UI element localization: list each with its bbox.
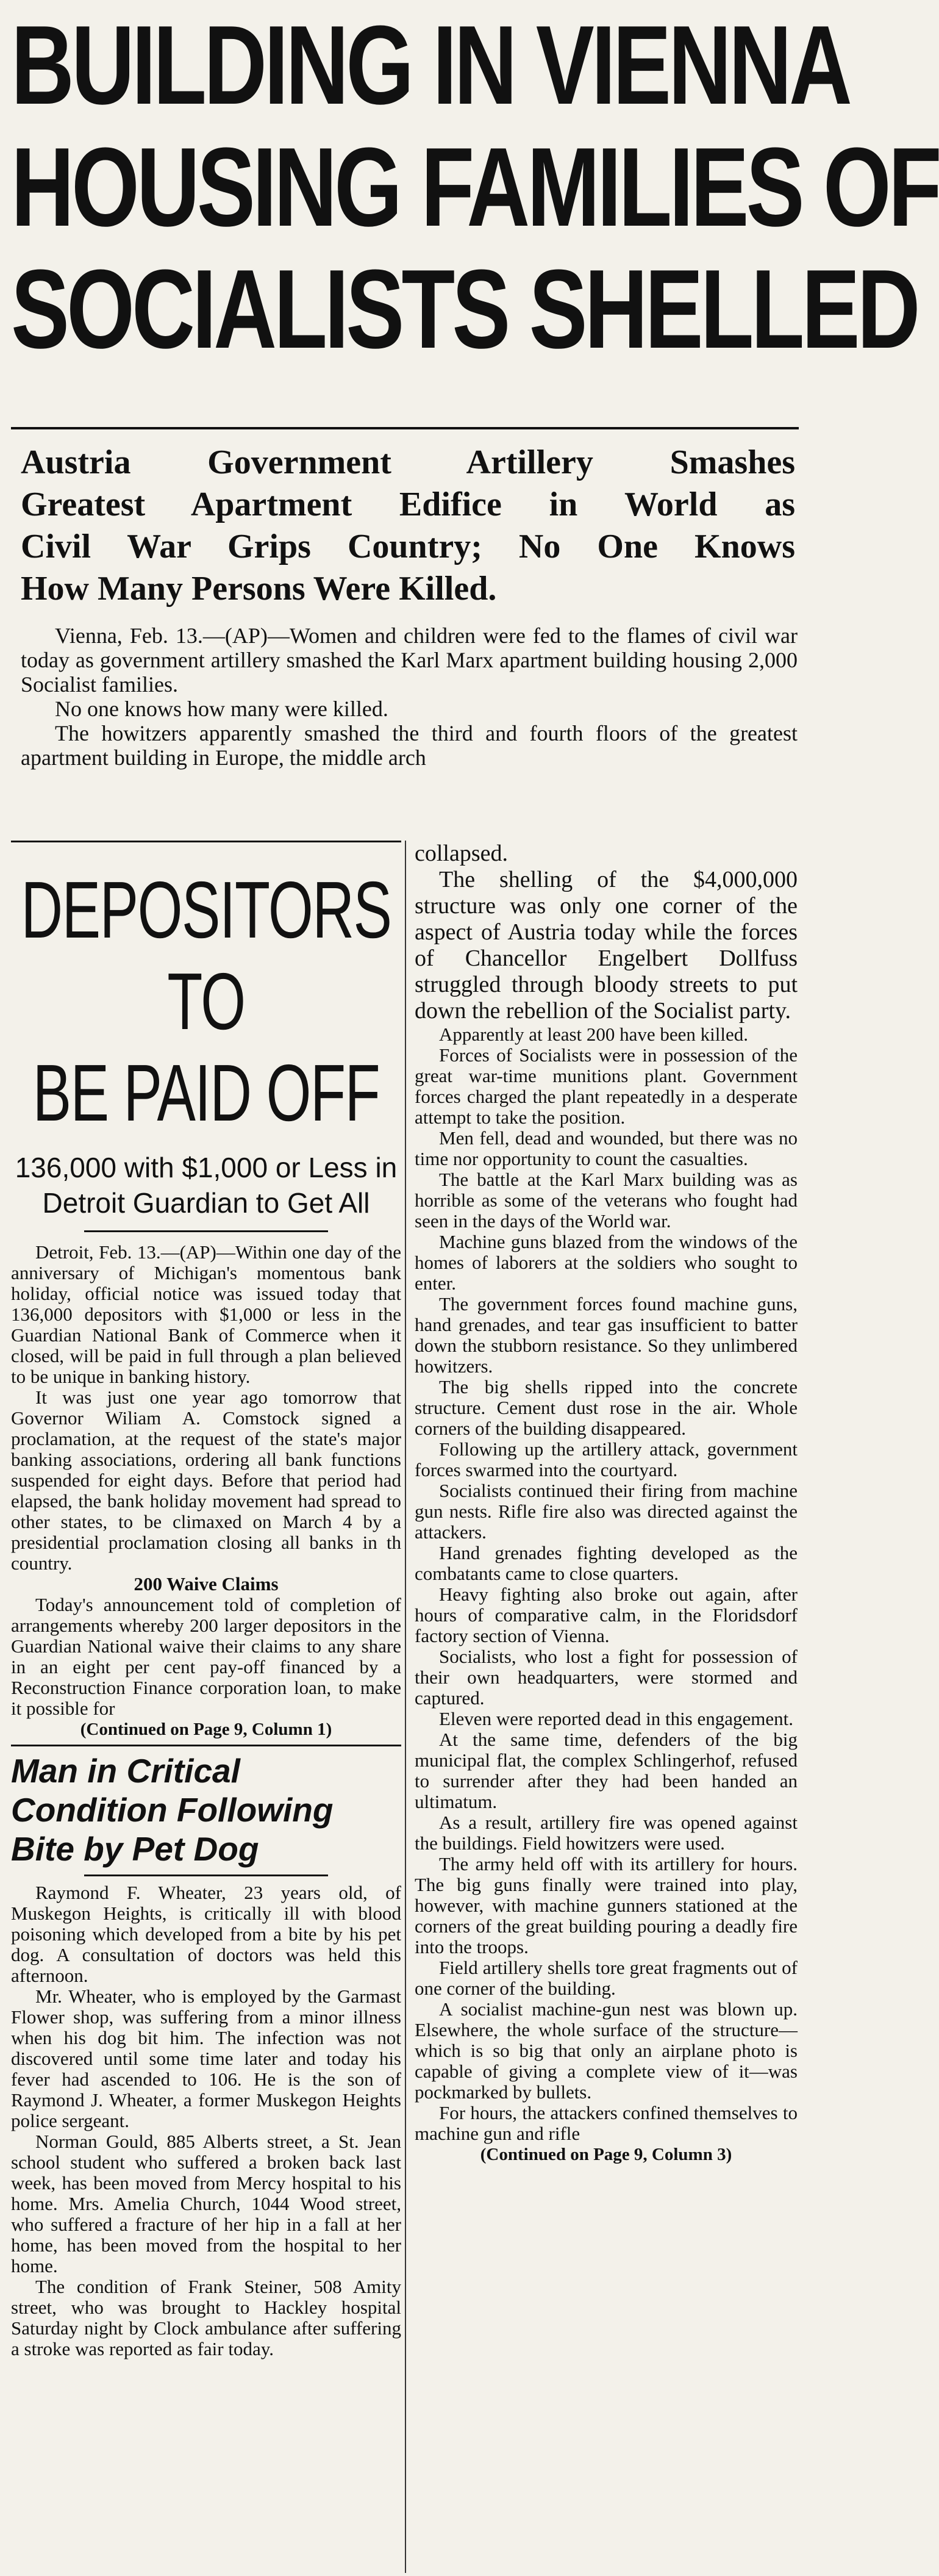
paragraph: The howitzers apparently smashed the third and fourth floors of the greatest apartment building in Europe, the middle arch <box>21 721 798 770</box>
crosshead: 200 Waive Claims <box>134 1573 279 1595</box>
deck-line: How Many Persons Were Killed. <box>21 570 497 608</box>
paragraph: Field artillery shells tore great fragments out of one corner of the building. <box>415 1957 798 1999</box>
paragraph: collapsed. <box>415 841 509 866</box>
paragraph: The government forces found machine guns, hand grenades, and tear gas insufficient to batter down the stubborn resistance. So they unlimbered howitzers. <box>415 1293 798 1377</box>
paragraph: For hours, the attackers confined themselves to machine gun and rifle <box>415 2102 798 2144</box>
paragraph: Apparently at least 200 have been killed. <box>439 1024 749 1045</box>
paragraph: The shelling of the $4,000,000 structure was only one corner of the aspect of Austria today while the forces of Chancellor Engelbert Dollfuss struggled through bloody streets to put down the rebellion of the Socialist party. <box>415 867 798 1024</box>
deck-subheadline <box>21 442 795 610</box>
deck-line: Civil War Grips Country; No One Knows <box>21 528 795 565</box>
pet-dog-headline: Man in Critical Condition Following Bite by Pet Dog <box>11 1752 334 1868</box>
paragraph: The army held off with its artillery for hours. The big guns finally were trained into play, however, with machine gunners stationed at the corners of the great building pouring a deadly fire into the troops. <box>415 1853 798 1957</box>
paragraph: Vienna, Feb. 13.—(AP)—Women and children were fed to the flames of civil war today as government artillery smashed the Karl Marx apartment building housing 2,000 Socialist families. <box>21 623 798 697</box>
divider-rule <box>11 841 401 842</box>
continued-line: (Continued on Page 9, Column 3) <box>480 2145 732 2164</box>
paragraph: Eleven were reported dead in this engagement. <box>439 1708 794 1729</box>
headline-line: SOCIALISTS SHELLED <box>11 246 918 371</box>
paragraph: Socialists, who lost a fight for possession of their own headquarters, were stormed and captured. <box>415 1646 798 1709</box>
deck-line: Greatest Apartment Edifice in World as <box>21 486 795 523</box>
headline-line: BE PAID OFF <box>32 1048 380 1138</box>
main-headline <box>11 2 939 371</box>
depositors-headline <box>21 864 391 1139</box>
paragraph: The big shells ripped into the concrete structure. Cement dust rose in the air. Whole corners of the building disappeared. <box>415 1376 798 1439</box>
paragraph: Machine guns blazed from the windows of the homes of laborers at the soldiers who sought to enter. <box>415 1231 798 1294</box>
paragraph: The battle at the Karl Marx building was as horrible as some of the veterans who fought had seen in the days of the World war. <box>415 1169 798 1232</box>
paragraph: It was just one year ago tomorrow that Governor Wiliam A. Comstock signed a proclamation, at the request of the state's major banking associations, ordering all bank functions suspended for eight days. Before that period had elapsed, the bank holiday movement had spread to other states, to be climaxed on March 4 by a presidential proclamation closing all banks in th country. <box>11 1387 401 1574</box>
pet-dog-article <box>11 1882 401 2359</box>
paragraph: Today's announcement told of completion of arrangements whereby 200 larger depositors in the Guardian National waive their claims to any share in an eight per cent pay-off financed by a Reconstruction Finance corporation loan, to make it possible for <box>11 1594 401 1719</box>
headline-line: HOUSING FAMILIES OF <box>11 124 939 249</box>
vienna-continuation-intro <box>415 841 798 1024</box>
vienna-continuation <box>415 1024 798 2165</box>
paragraph: Socialists continued their firing from machine gun nests. Rifle fire also was directed against the attackers. <box>415 1480 798 1543</box>
paragraph: A socialist machine-gun nest was blown up. Elsewhere, the whole surface of the structure—which is so big that only an airplane photo is capable of giving a complete view of it—was pockmarked by bullets. <box>415 1998 798 2103</box>
paragraph: No one knows how many were killed. <box>55 697 388 721</box>
right-column <box>415 841 798 2165</box>
depositors-article <box>11 1242 401 1740</box>
paragraph: As a result, artillery fire was opened against the buildings. Field howitzers were used. <box>415 1812 798 1854</box>
deck-line: Austria Government Artillery Smashes <box>21 443 795 481</box>
paragraph: At the same time, defenders of the big municipal flat, the complex Schlingerhof, refused to surrender after they had been handed an ultimatum. <box>415 1729 798 1812</box>
depositors-subhead: 136,000 with $1,000 or Less in Detroit Guardian to Get All <box>15 1152 398 1219</box>
paragraph: Mr. Wheater, who is employed by the Garmast Flower shop, was suffering from a minor illness when his dog bit him. The infection was not discovered until some time later and today his fever had ascended to 106. He is the son of Raymond J. Wheater, a former Muskegon Heights police sergeant. <box>11 1986 401 2131</box>
divider-rule <box>84 1875 328 1876</box>
paragraph: Men fell, dead and wounded, but there was no time nor opportunity to count the casualties. <box>415 1127 798 1169</box>
headline-line: DEPOSITORS TO <box>21 865 391 1046</box>
paragraph: Hand grenades fighting developed as the combatants came to close quarters. <box>415 1542 798 1584</box>
headline-line: BUILDING IN VIENNA <box>11 2 850 127</box>
paragraph: Raymond F. Wheater, 23 years old, of Muskegon Heights, is critically ill with blood poisoning which developed from a bite by his pet dog. A consultation of doctors was held this afternoon. <box>11 1882 401 1986</box>
paragraph: The condition of Frank Steiner, 508 Amity street, who was brought to Hackley hospital Saturday night by Clock ambulance after suffering a stroke was reported as fair today. <box>11 2276 401 2359</box>
paragraph: Detroit, Feb. 13.—(AP)—Within one day of the anniversary of Michigan's momentous bank holiday, official notice was issued today that 136,000 depositors with $1,000 or less in the Guardian National Bank of Commerce when it closed, will be paid in full through a plan believed to be unique in banking history. <box>11 1241 401 1387</box>
continued-line: (Continued on Page 9, Column 1) <box>80 1720 332 1739</box>
left-column <box>11 841 401 2359</box>
divider-rule <box>11 1745 401 1746</box>
paragraph: Heavy fighting also broke out again, after hours of comparative calm, in the Floridsdorf factory section of Vienna. <box>415 1584 798 1646</box>
lead-paragraphs <box>21 623 798 770</box>
paragraph: Forces of Socialists were in possession of the great war-time munitions plant. Government forces charged the plant repeatedly in a desperate attempt to take the position. <box>415 1044 798 1128</box>
divider-rule <box>11 427 799 429</box>
paragraph: Norman Gould, 885 Alberts street, a St. Jean school student who suffered a broken back last week, has been moved from Mercy hospital to his home. Mrs. Amelia Church, 1044 Wood street, who suffered a fracture of her hip in a fall at her home, has been moved from the hospital to her home. <box>11 2131 401 2276</box>
column-divider <box>405 841 406 2573</box>
paragraph: Following up the artillery attack, government forces swarmed into the courtyard. <box>415 1438 798 1480</box>
divider-rule <box>84 1230 328 1232</box>
